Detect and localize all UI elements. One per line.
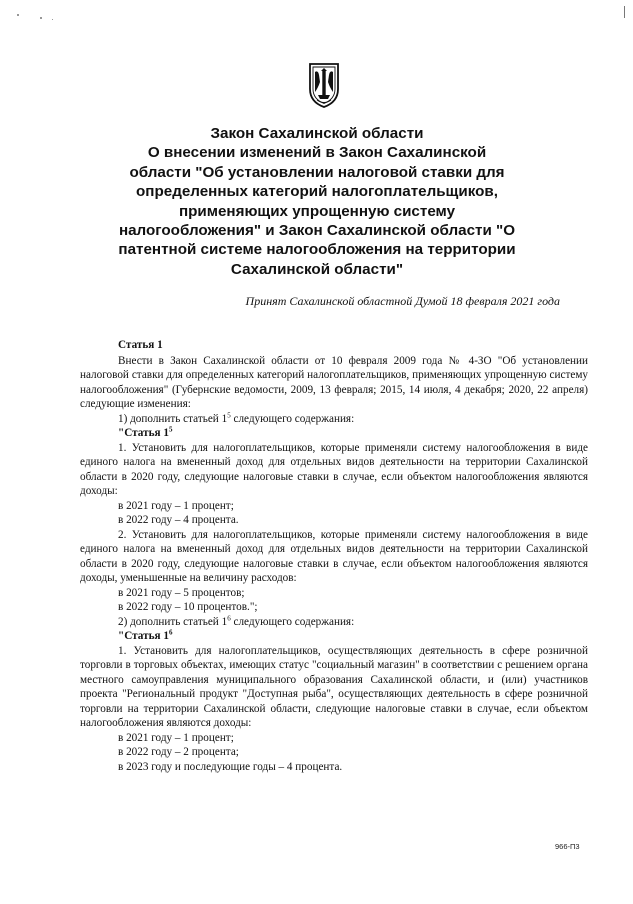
speck: [17, 14, 19, 16]
rate-line: в 2021 году – 1 процент;: [118, 731, 234, 744]
rate-line: в 2022 году – 4 процента.: [118, 514, 239, 526]
title-line: определенных категорий налогоплательщиков,: [136, 183, 498, 201]
article-1-5-heading: [80, 426, 588, 441]
title-line: области "Об установлении налоговой ставки для: [129, 163, 505, 181]
paragraph-3: 1. Установить для налогоплательщиков, осуществляющих деятельность в сфере розничной торговли в торговых объектах, имеющих статус "социальный магазин" в соответствии с решением органа местного самоуправления муниципального образования Сахалинской области, и (или) участников проекта "Региональный продукт "Доступная рыба", осуществляющих деятельность в сфере розничной торговли на территории Сахалинской области, следующие налоговые ставки в случае, если объектом налогообложения являются доходы:: [80, 644, 588, 729]
item-text: следующего содержания:: [230, 615, 355, 628]
title-line: Закон Сахалинской области: [210, 125, 424, 142]
title-line: О внесении изменений в Закон Сахалинской: [147, 144, 487, 162]
heading-text: "Статья 1: [118, 427, 169, 439]
superscript: 6: [168, 628, 173, 637]
article-1-6-heading: [80, 629, 588, 644]
speck: [624, 6, 625, 18]
title-line: Сахалинской области": [230, 260, 404, 278]
rate-line: в 2021 году – 1 процент;: [118, 499, 234, 512]
title-line: применяющих упрощенную систему: [178, 202, 456, 220]
superscript: 5: [227, 410, 231, 419]
amendment-item-1: [80, 412, 588, 427]
rate-line: в 2022 году – 10 процентов.";: [118, 601, 258, 613]
item-text: 1) дополнить статьей 1: [118, 412, 228, 425]
article-body: [80, 338, 588, 774]
speck: [52, 19, 53, 20]
speck: [40, 17, 42, 19]
item-text: 2) дополнить статьей 1: [118, 615, 228, 628]
title-line: налогообложения" и Закон Сахалинской области "О: [118, 222, 516, 240]
superscript: 5: [168, 425, 173, 434]
adoption-note: Принят Сахалинской областной Думой 18 февраля 2021 года: [245, 294, 560, 308]
rate-line: в 2022 году – 2 процента;: [118, 746, 239, 758]
amendment-item-2: [80, 615, 588, 630]
article-intro: Внести в Закон Сахалинской области от 10 февраля 2009 года № 4-ЗО "Об установлении налоговой ставки для определенных категорий налогоплательщиков, применяющих упрощенную систему налогообложения" (Губернские ведомости, 2009, 13 февраля; 2015, 14 июля, 4 декабря; 2020, 22 апреля) следующие изменения:: [80, 354, 588, 410]
law-title: [92, 124, 542, 279]
scan-specks: [0, 0, 633, 30]
title-line: патентной системе налогообложения на территории: [118, 241, 516, 259]
paragraph-2: 2. Установить для налогоплательщиков, которые применяли систему налогообложения в виде единого налога на вмененный доход для отдельных видов деятельности на территории Сахалинской области в 2020 году, следующие налоговые ставки в случае, если объектом налогообложения являются доходы, уменьшенные на величину расходов:: [80, 528, 588, 584]
rate-line: в 2023 году и последующие годы – 4 процента.: [118, 760, 343, 773]
item-text: следующего содержания:: [230, 412, 355, 425]
superscript: 6: [227, 613, 231, 622]
heading-text: "Статья 1: [118, 630, 169, 642]
sakhalin-coat-of-arms-icon: [304, 62, 344, 108]
rate-line: в 2021 году – 5 процентов;: [118, 586, 245, 599]
article-heading: Статья 1: [118, 339, 163, 351]
paragraph-1: 1. Установить для налогоплательщиков, которые применяли систему налогообложения в виде единого налога на вмененный доход для отдельных видов деятельности на территории Сахалинской области в 2020 году, следующие налоговые ставки в случае, если объектом налогообложения являются доходы:: [80, 441, 588, 497]
document-code: 966-П3: [555, 842, 580, 851]
